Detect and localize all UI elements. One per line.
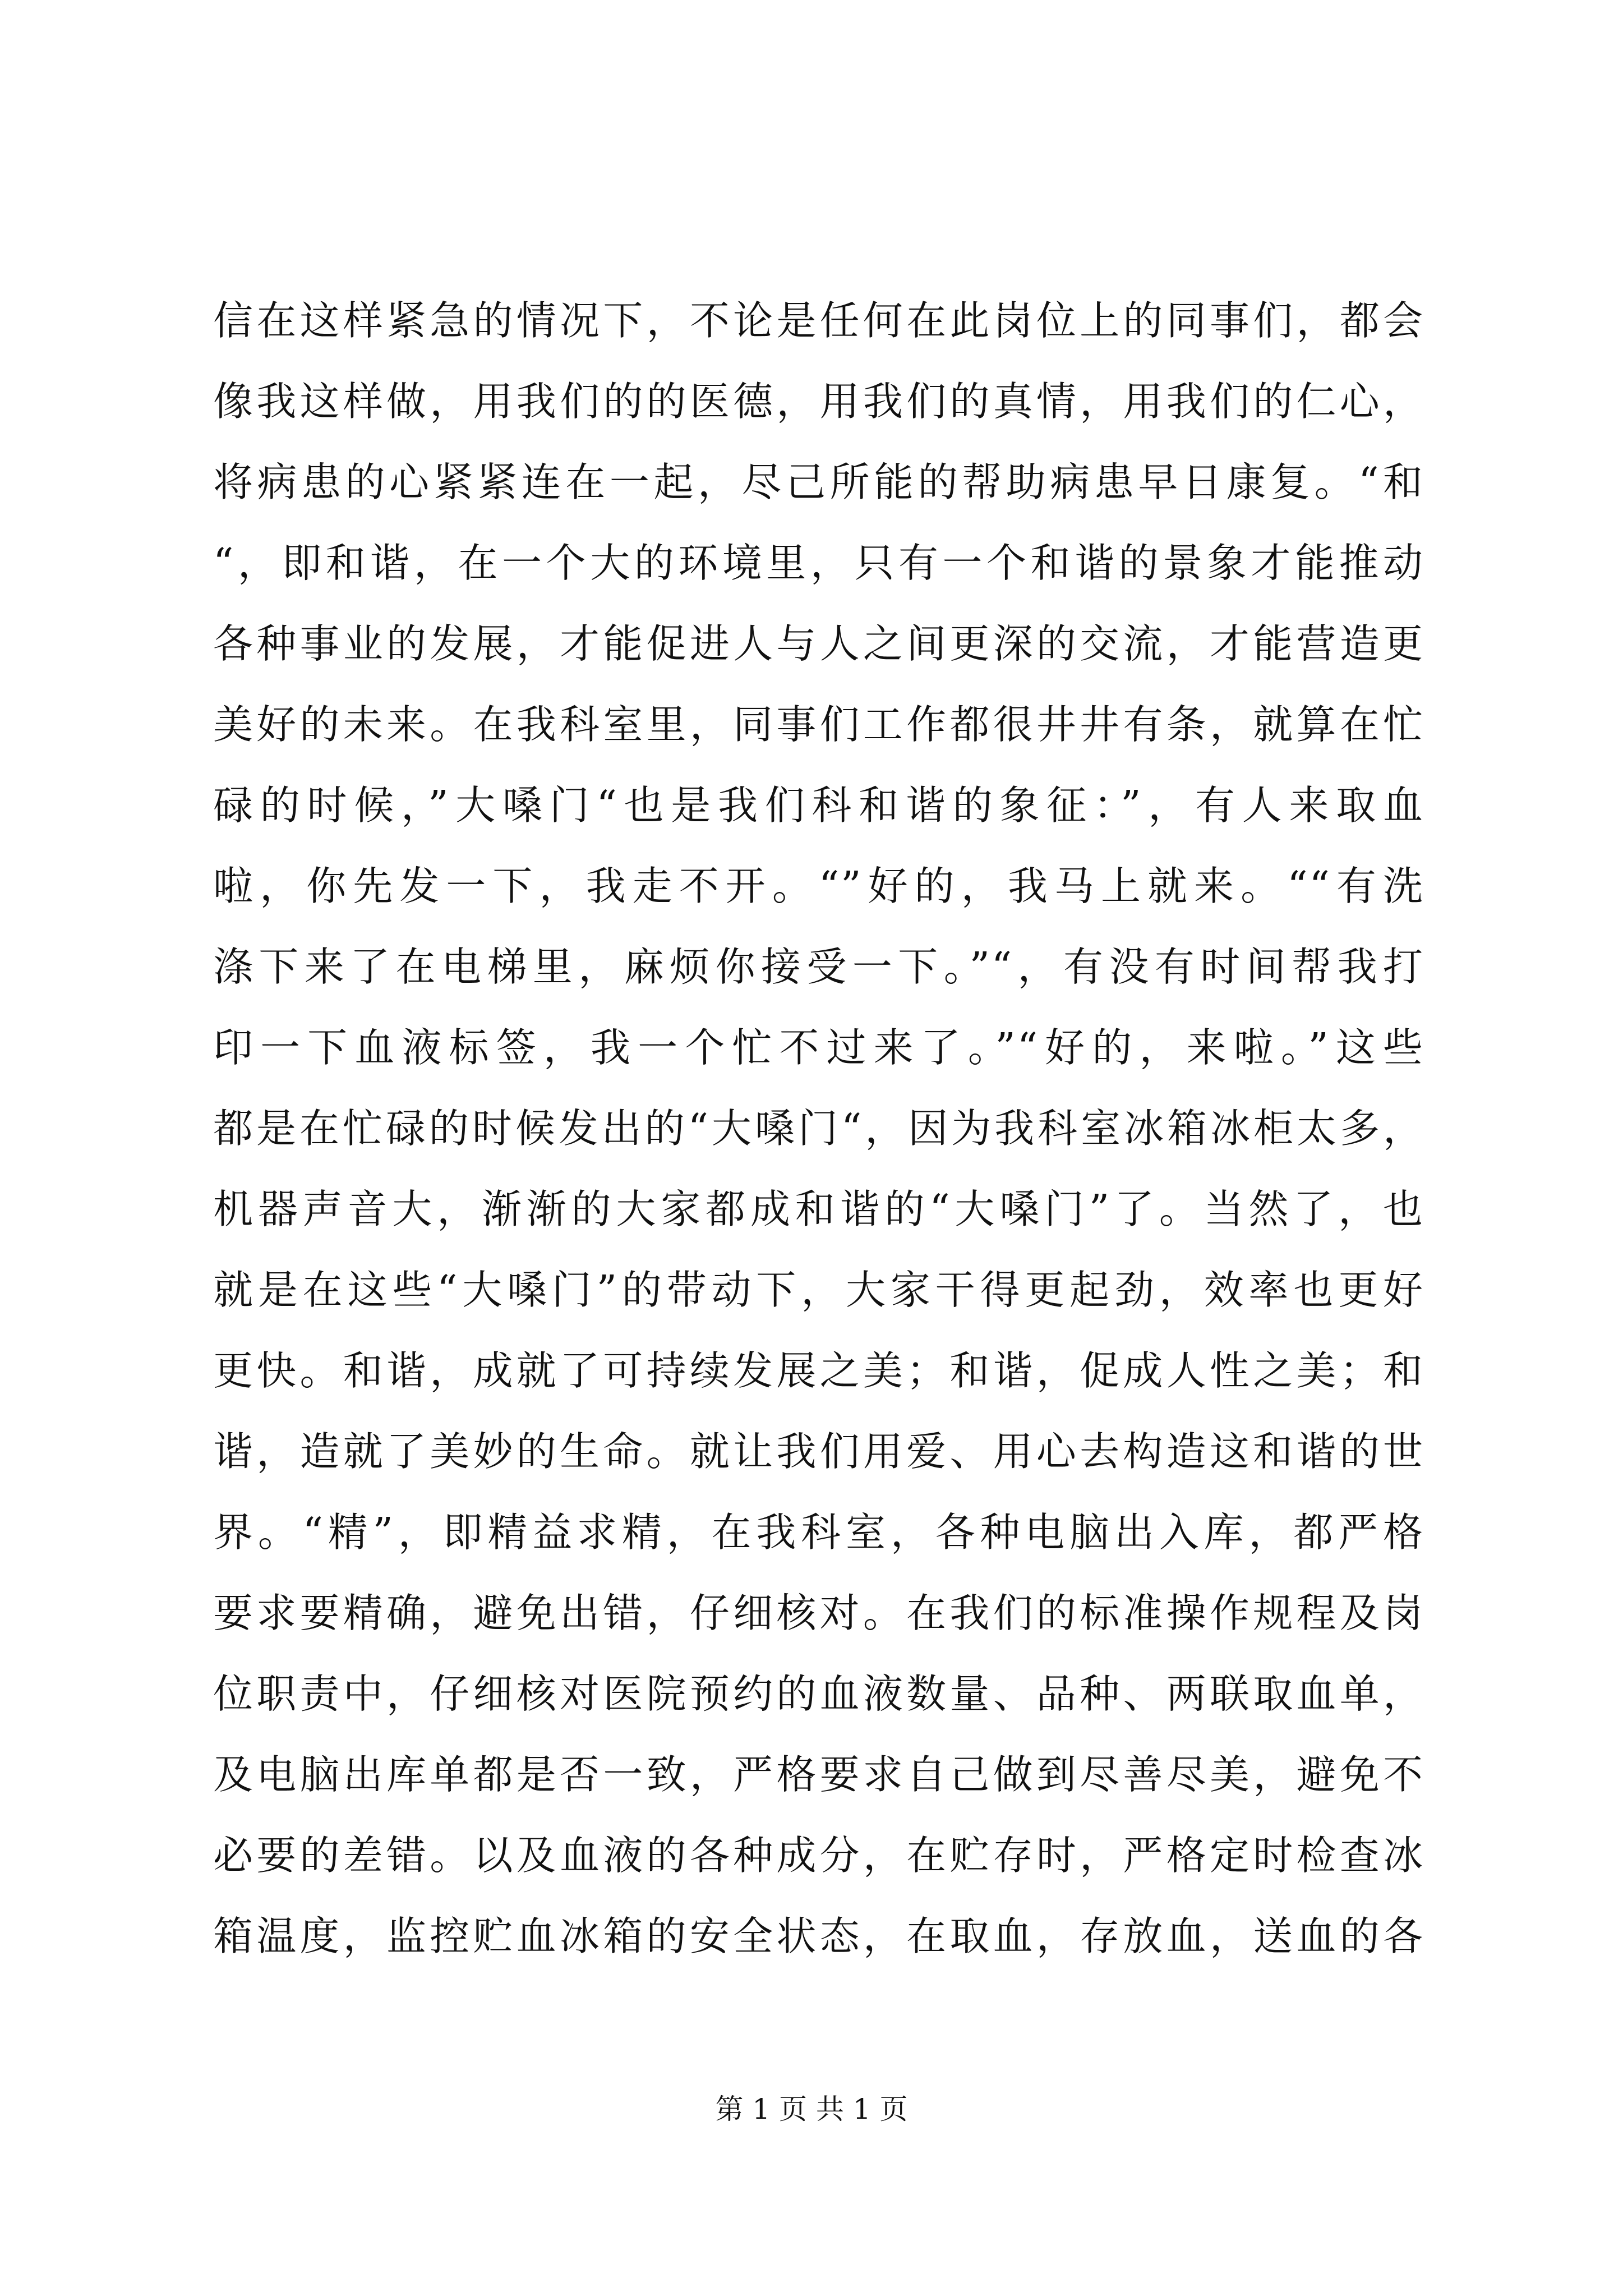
body-text bbox=[213, 280, 1424, 1977]
text-line: “，即和谐，在一个大的环境里，只有一个和谐的景象才能推动 bbox=[213, 540, 1424, 586]
text-line: 信在这样紧急的情况下，不论是任何在此岗位上的同事们，都会 bbox=[213, 297, 1424, 344]
text-line: 谐，造就了美妙的生命。就让我们用爱、用心去构造这和谐的世 bbox=[213, 1428, 1424, 1475]
text-line: 就是在这些“大嗓门”的带动下，大家干得更起劲，效率也更好 bbox=[213, 1267, 1424, 1313]
text-line: 印一下血液标签，我一个忙不过来了。”“好的，来啦。”这些 bbox=[213, 1024, 1424, 1071]
page-number-label: 第 1 页 共 1 页 bbox=[715, 2093, 908, 2125]
text-line: 及电脑出库单都是否一致，严格要求自己做到尽善尽美，避免不 bbox=[213, 1751, 1424, 1798]
text-line: 箱温度，监控贮血冰箱的安全状态，在取血，存放血，送血的各 bbox=[213, 1913, 1424, 1959]
text-line: 美好的未来。在我科室里，同事们工作都很井井有条，就算在忙 bbox=[213, 701, 1424, 748]
text-line: 更快。和谐，成就了可持续发展之美；和谐，促成人性之美；和 bbox=[213, 1347, 1424, 1394]
text-line: 界。“精”，即精益求精，在我科室，各种电脑出入库，都严格 bbox=[213, 1509, 1424, 1556]
text-line: 必要的差错。以及血液的各种成分，在贮存时，严格定时检查冰 bbox=[213, 1832, 1424, 1879]
text-line: 碌的时候，”大嗓门“也是我们科和谐的象征：”，有人来取血 bbox=[213, 782, 1424, 829]
text-line: 都是在忙碌的时候发出的“大嗓门“，因为我科室冰箱冰柜太多， bbox=[213, 1105, 1424, 1152]
page-footer bbox=[0, 2087, 1623, 2132]
text-line: 啦，你先发一下，我走不开。“”好的，我马上就来。““有洗 bbox=[213, 863, 1424, 909]
text-line: 机器声音大，渐渐的大家都成和谐的“大嗓门”了。当然了，也 bbox=[213, 1186, 1424, 1232]
text-line: 将病患的心紧紧连在一起，尽己所能的帮助病患早日康复。“和 bbox=[213, 459, 1424, 505]
text-line: 各种事业的发展，才能促进人与人之间更深的交流，才能营造更 bbox=[213, 620, 1424, 667]
text-line: 位职责中，仔细核对医院预约的血液数量、品种、两联取血单， bbox=[213, 1671, 1424, 1717]
text-line: 像我这样做，用我们的的医德，用我们的真情，用我们的仁心， bbox=[213, 378, 1424, 425]
text-line: 要求要精确，避免出错，仔细核对。在我们的标准操作规程及岗 bbox=[213, 1590, 1424, 1636]
text-line: 涤下来了在电梯里，麻烦你接受一下。”“，有没有时间帮我打 bbox=[213, 944, 1424, 990]
